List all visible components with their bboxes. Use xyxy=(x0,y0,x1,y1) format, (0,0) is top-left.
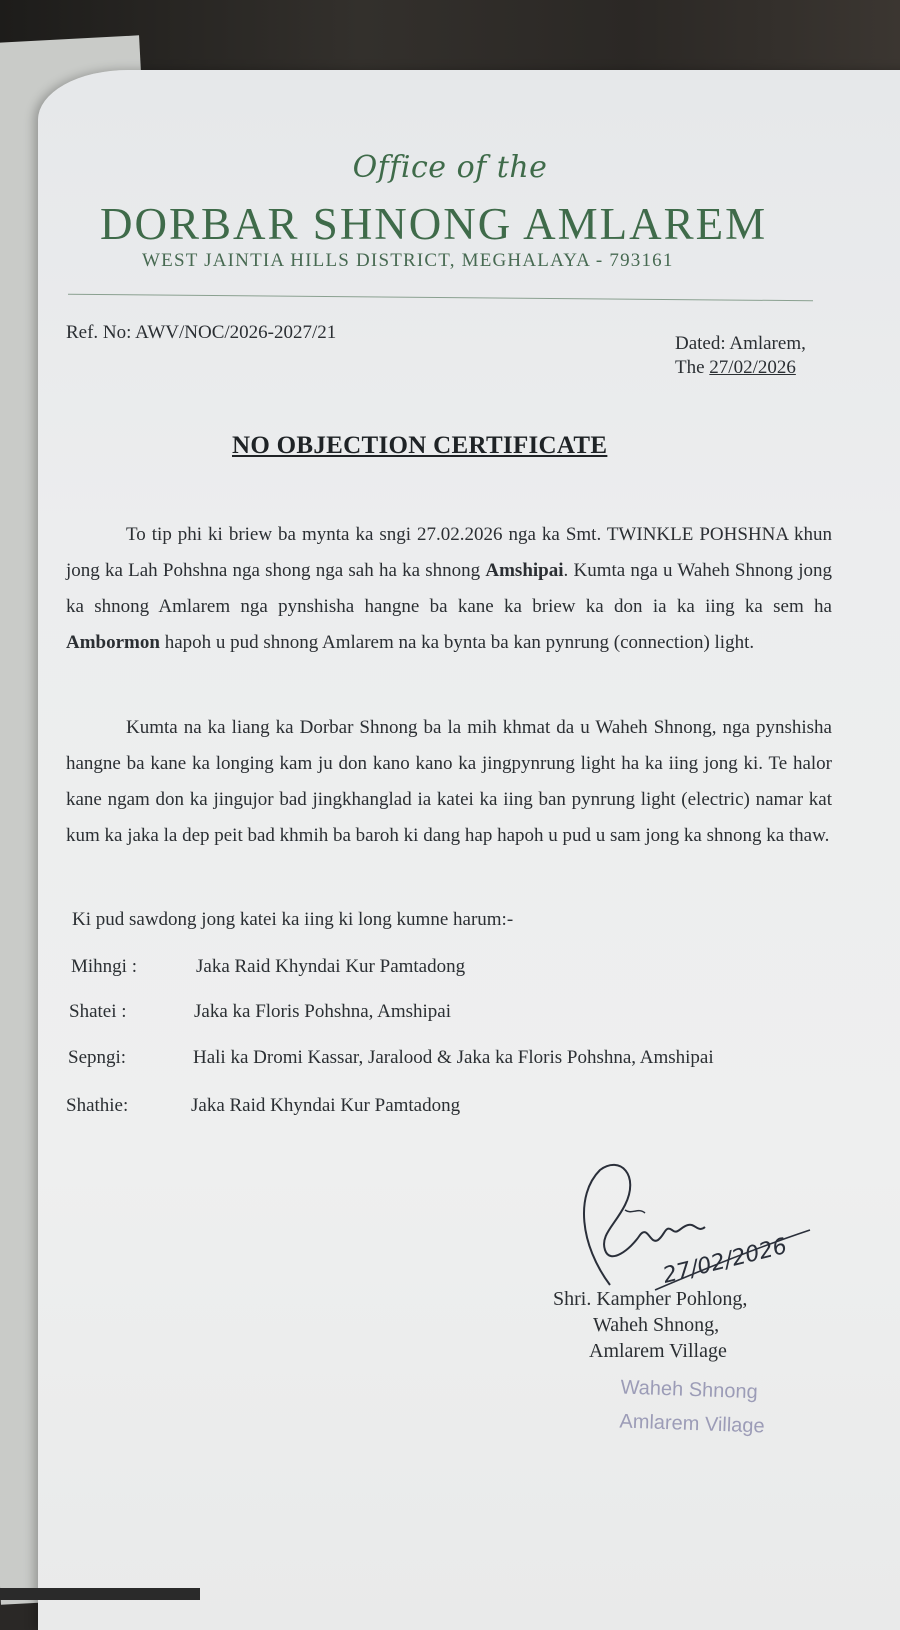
paragraph-1-bold-b: Ambormon xyxy=(66,632,160,653)
paragraph-2: Kumta na ka liang ka Dorbar Shnong ba la mih khmat da u Waheh Shnong, nga pynshisha hangne ba kane ka longing kam ju don kano kano ka jingpynrung light ha ka iing jong ki. Te halor kane ngam don ka jingujor bad jingkhanglad ia katei ka iing ban pynrung light (electric) namar kat kum ka jaka la dep peit bad khmih ba baroh ki dang hap hapoh u pud u sam jong ka shnong ka thaw. xyxy=(66,717,832,846)
boundary-label: Shathie: xyxy=(66,1095,129,1116)
letterhead-office-of: Office of the xyxy=(352,150,548,185)
date-block xyxy=(675,332,806,380)
letterhead-name: DORBAR SHNONG AMLAREM xyxy=(100,199,768,249)
paragraph-1-text-b: . Kumta nga u Waheh Shnong jong ka shnong Amlarem nga pynshisha hangne ba kane ka briew ka don ia ka iing ka sem ha xyxy=(66,560,832,617)
reference-number: Ref. No: AWV/NOC/2026-2027/21 xyxy=(66,322,337,343)
signatory-block xyxy=(553,1286,747,1364)
paragraph-1-text-a: To tip phi ki briew ba mynta ka sngi 27.02.2026 nga ka Smt. TWINKLE POHSHNA khun jong ka Lah Pohshna nga shong nga sah ha ka shnong xyxy=(66,524,832,581)
paragraph-1 xyxy=(66,517,832,661)
stamp-line-2: Amlarem Village xyxy=(619,1410,765,1438)
boundary-label: Sepngi: xyxy=(68,1047,127,1068)
paragraph-1-text-c: hapoh u pud shnong Amlarem na ka bynta ba kan pynrung (connection) light. xyxy=(159,632,755,653)
the-label: The xyxy=(675,357,705,378)
boundary-value: Jaka Raid Khyndai Kur Pamtadong xyxy=(196,956,466,977)
official-stamp xyxy=(619,1370,767,1443)
date-value: 27/02/2026 xyxy=(709,357,796,378)
stamp-line-1: Waheh Shnong xyxy=(620,1376,759,1404)
signatory-village: Amlarem Village xyxy=(589,1340,727,1362)
boundary-label: Mihngi : xyxy=(71,956,137,977)
boundary-label: Shatei : xyxy=(69,1001,127,1022)
signatory-name: Shri. Kampher Pohlong, xyxy=(553,1288,748,1310)
date-line xyxy=(675,356,806,380)
handwritten-signature xyxy=(570,1155,830,1305)
dated-label: Dated: Amlarem, xyxy=(675,333,806,354)
paragraph-1-bold-a: Amshipai xyxy=(485,560,564,581)
boundary-value: Jaka Raid Khyndai Kur Pamtadong xyxy=(191,1095,461,1116)
boundaries-intro: Ki pud sawdong jong katei ka iing ki long kumne harum:- xyxy=(72,909,514,930)
boundary-value: Hali ka Dromi Kassar, Jaralood & Jaka ka Floris Pohshna, Amshipai xyxy=(193,1047,714,1068)
boundary-value: Jaka ka Floris Pohshna, Amshipai xyxy=(194,1001,452,1022)
letterhead-address: WEST JAINTIA HILLS DISTRICT, MEGHALAYA - 793161 xyxy=(142,250,674,271)
signature-date: 27/02/2026 xyxy=(660,1233,790,1289)
background-edge xyxy=(0,1588,200,1600)
signatory-designation: Waheh Shnong, xyxy=(593,1314,720,1336)
certificate-heading: NO OBJECTION CERTIFICATE xyxy=(232,432,608,459)
